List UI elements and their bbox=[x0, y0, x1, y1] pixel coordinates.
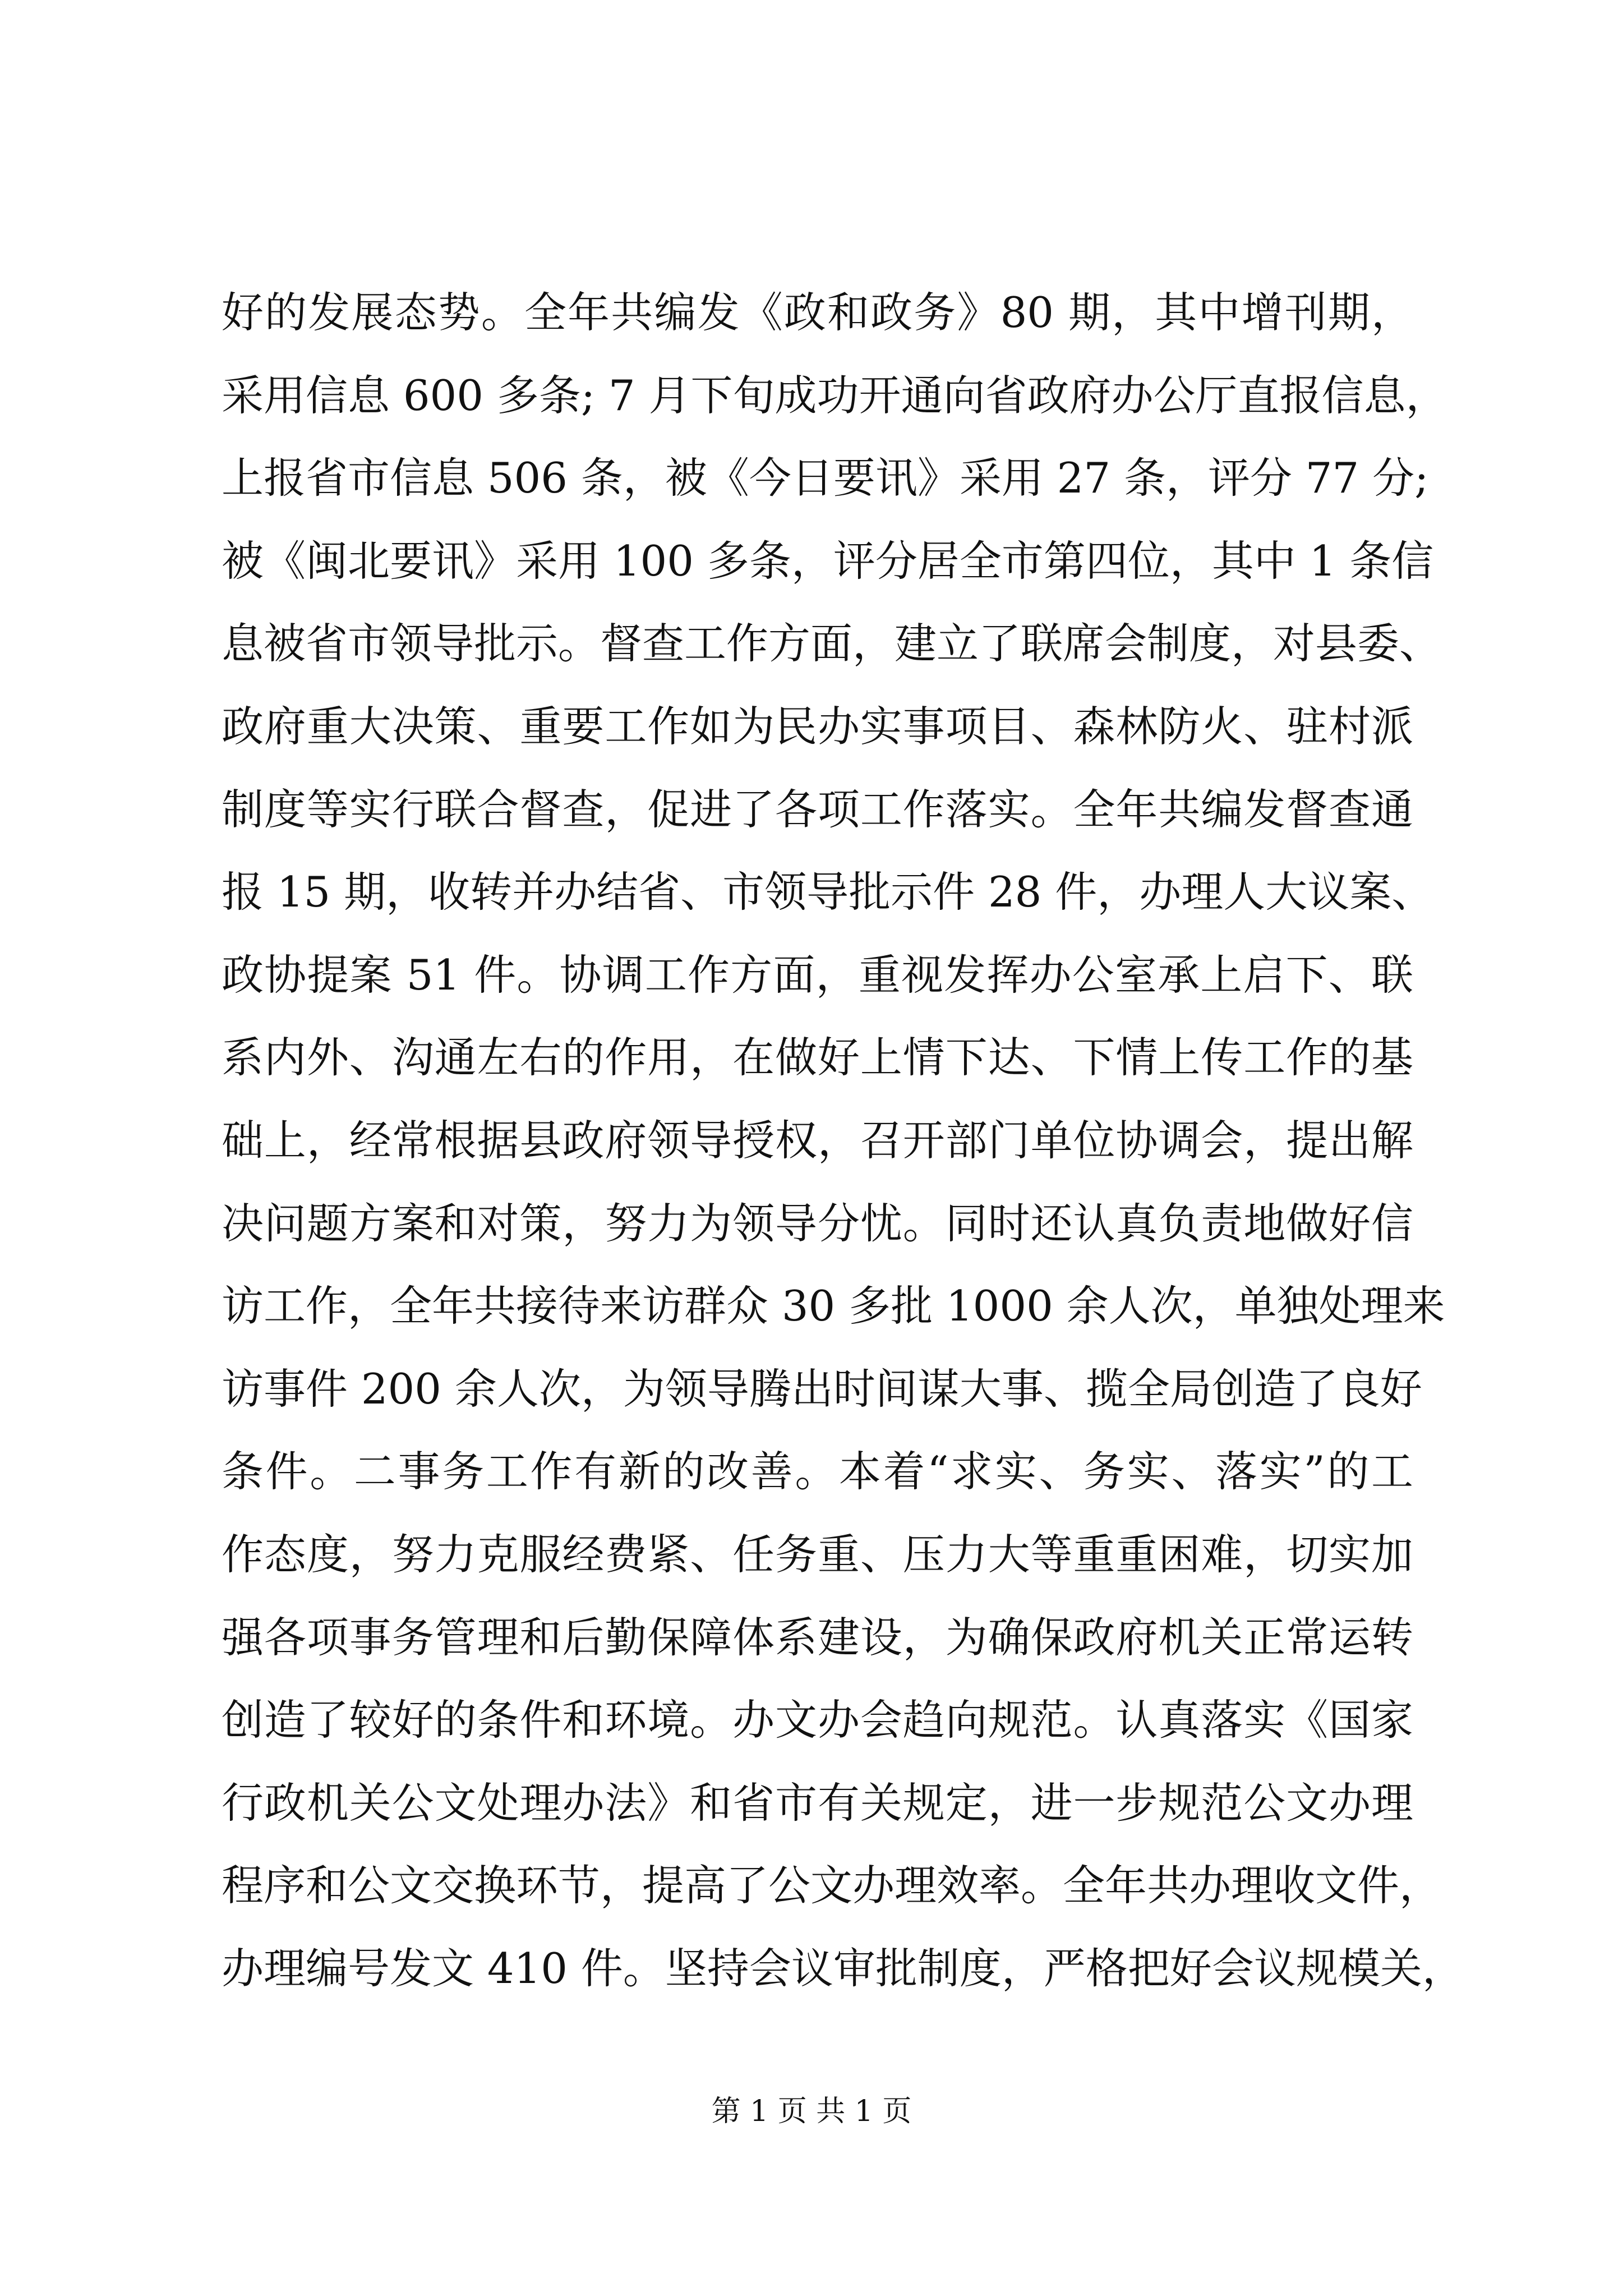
text-line: 行政机关公文处理办法》和省市有关规定，进一步规范公文办理 bbox=[222, 1778, 1413, 1828]
text-line: 创造了较好的条件和环境。办文办会趋向规范。认真落实《国家 bbox=[222, 1695, 1413, 1745]
text-line: 程序和公文交换环节，提高了公文办理效率。全年共办理收文件， bbox=[222, 1861, 1442, 1911]
text-line: 强各项事务管理和后勤保障体系建设，为确保政府机关正常运转 bbox=[222, 1612, 1413, 1662]
text-line: 政协提案 51 件。协调工作方面，重视发挥办公室承上启下、联 bbox=[222, 950, 1413, 1000]
text-line: 访事件 200 余人次，为领导腾出时间谋大事、揽全局创造了良好 bbox=[222, 1364, 1422, 1414]
text-line: 访工作，全年共接待来访群众 30 多批 1000 余人次，单独处理来 bbox=[222, 1281, 1445, 1331]
page-indicator: 第 1 页 共 1 页 bbox=[711, 2095, 912, 2128]
text-line: 作态度，努力克服经费紧、任务重、压力大等重重困难，切实加 bbox=[222, 1529, 1413, 1579]
text-line: 条件。二事务工作有新的改善。本着“求实、务实、落实”的工 bbox=[222, 1447, 1413, 1497]
text-line: 采用信息 600 多条; 7 月下旬成功开通向省政府办公厅直报信息， bbox=[222, 370, 1448, 420]
text-line: 报 15 期，收转并办结省、市领导批示件 28 件，办理人大议案、 bbox=[222, 867, 1434, 917]
text-line: 政府重大决策、重要工作如为民办实事项目、森林防火、驻村派 bbox=[222, 701, 1413, 751]
text-line: 系内外、沟通左右的作用，在做好上情下达、下情上传工作的基 bbox=[222, 1033, 1413, 1083]
page-footer bbox=[0, 2091, 1623, 2132]
text-line: 息被省市领导批示。督查工作方面，建立了联席会制度，对县委、 bbox=[222, 619, 1442, 669]
body-text bbox=[222, 272, 1464, 2010]
text-line: 上报省市信息 506 条，被《今日要讯》采用 27 条，评分 77 分; bbox=[222, 453, 1429, 503]
text-line: 好的发展态势。全年共编发《政和政务》80 期，其中增刊期， bbox=[222, 288, 1413, 337]
text-line: 础上，经常根据县政府领导授权，召开部门单位协调会，提出解 bbox=[222, 1115, 1413, 1165]
text-line: 办理编号发文 410 件。坚持会议审批制度，严格把好会议规模关， bbox=[222, 1943, 1464, 1993]
text-line: 决问题方案和对策，努力为领导分忧。同时还认真负责地做好信 bbox=[222, 1198, 1413, 1248]
text-line: 制度等实行联合督查，促进了各项工作落实。全年共编发督查通 bbox=[222, 784, 1413, 834]
text-line: 被《闽北要讯》采用 100 多条，评分居全市第四位，其中 1 条信 bbox=[222, 536, 1434, 586]
